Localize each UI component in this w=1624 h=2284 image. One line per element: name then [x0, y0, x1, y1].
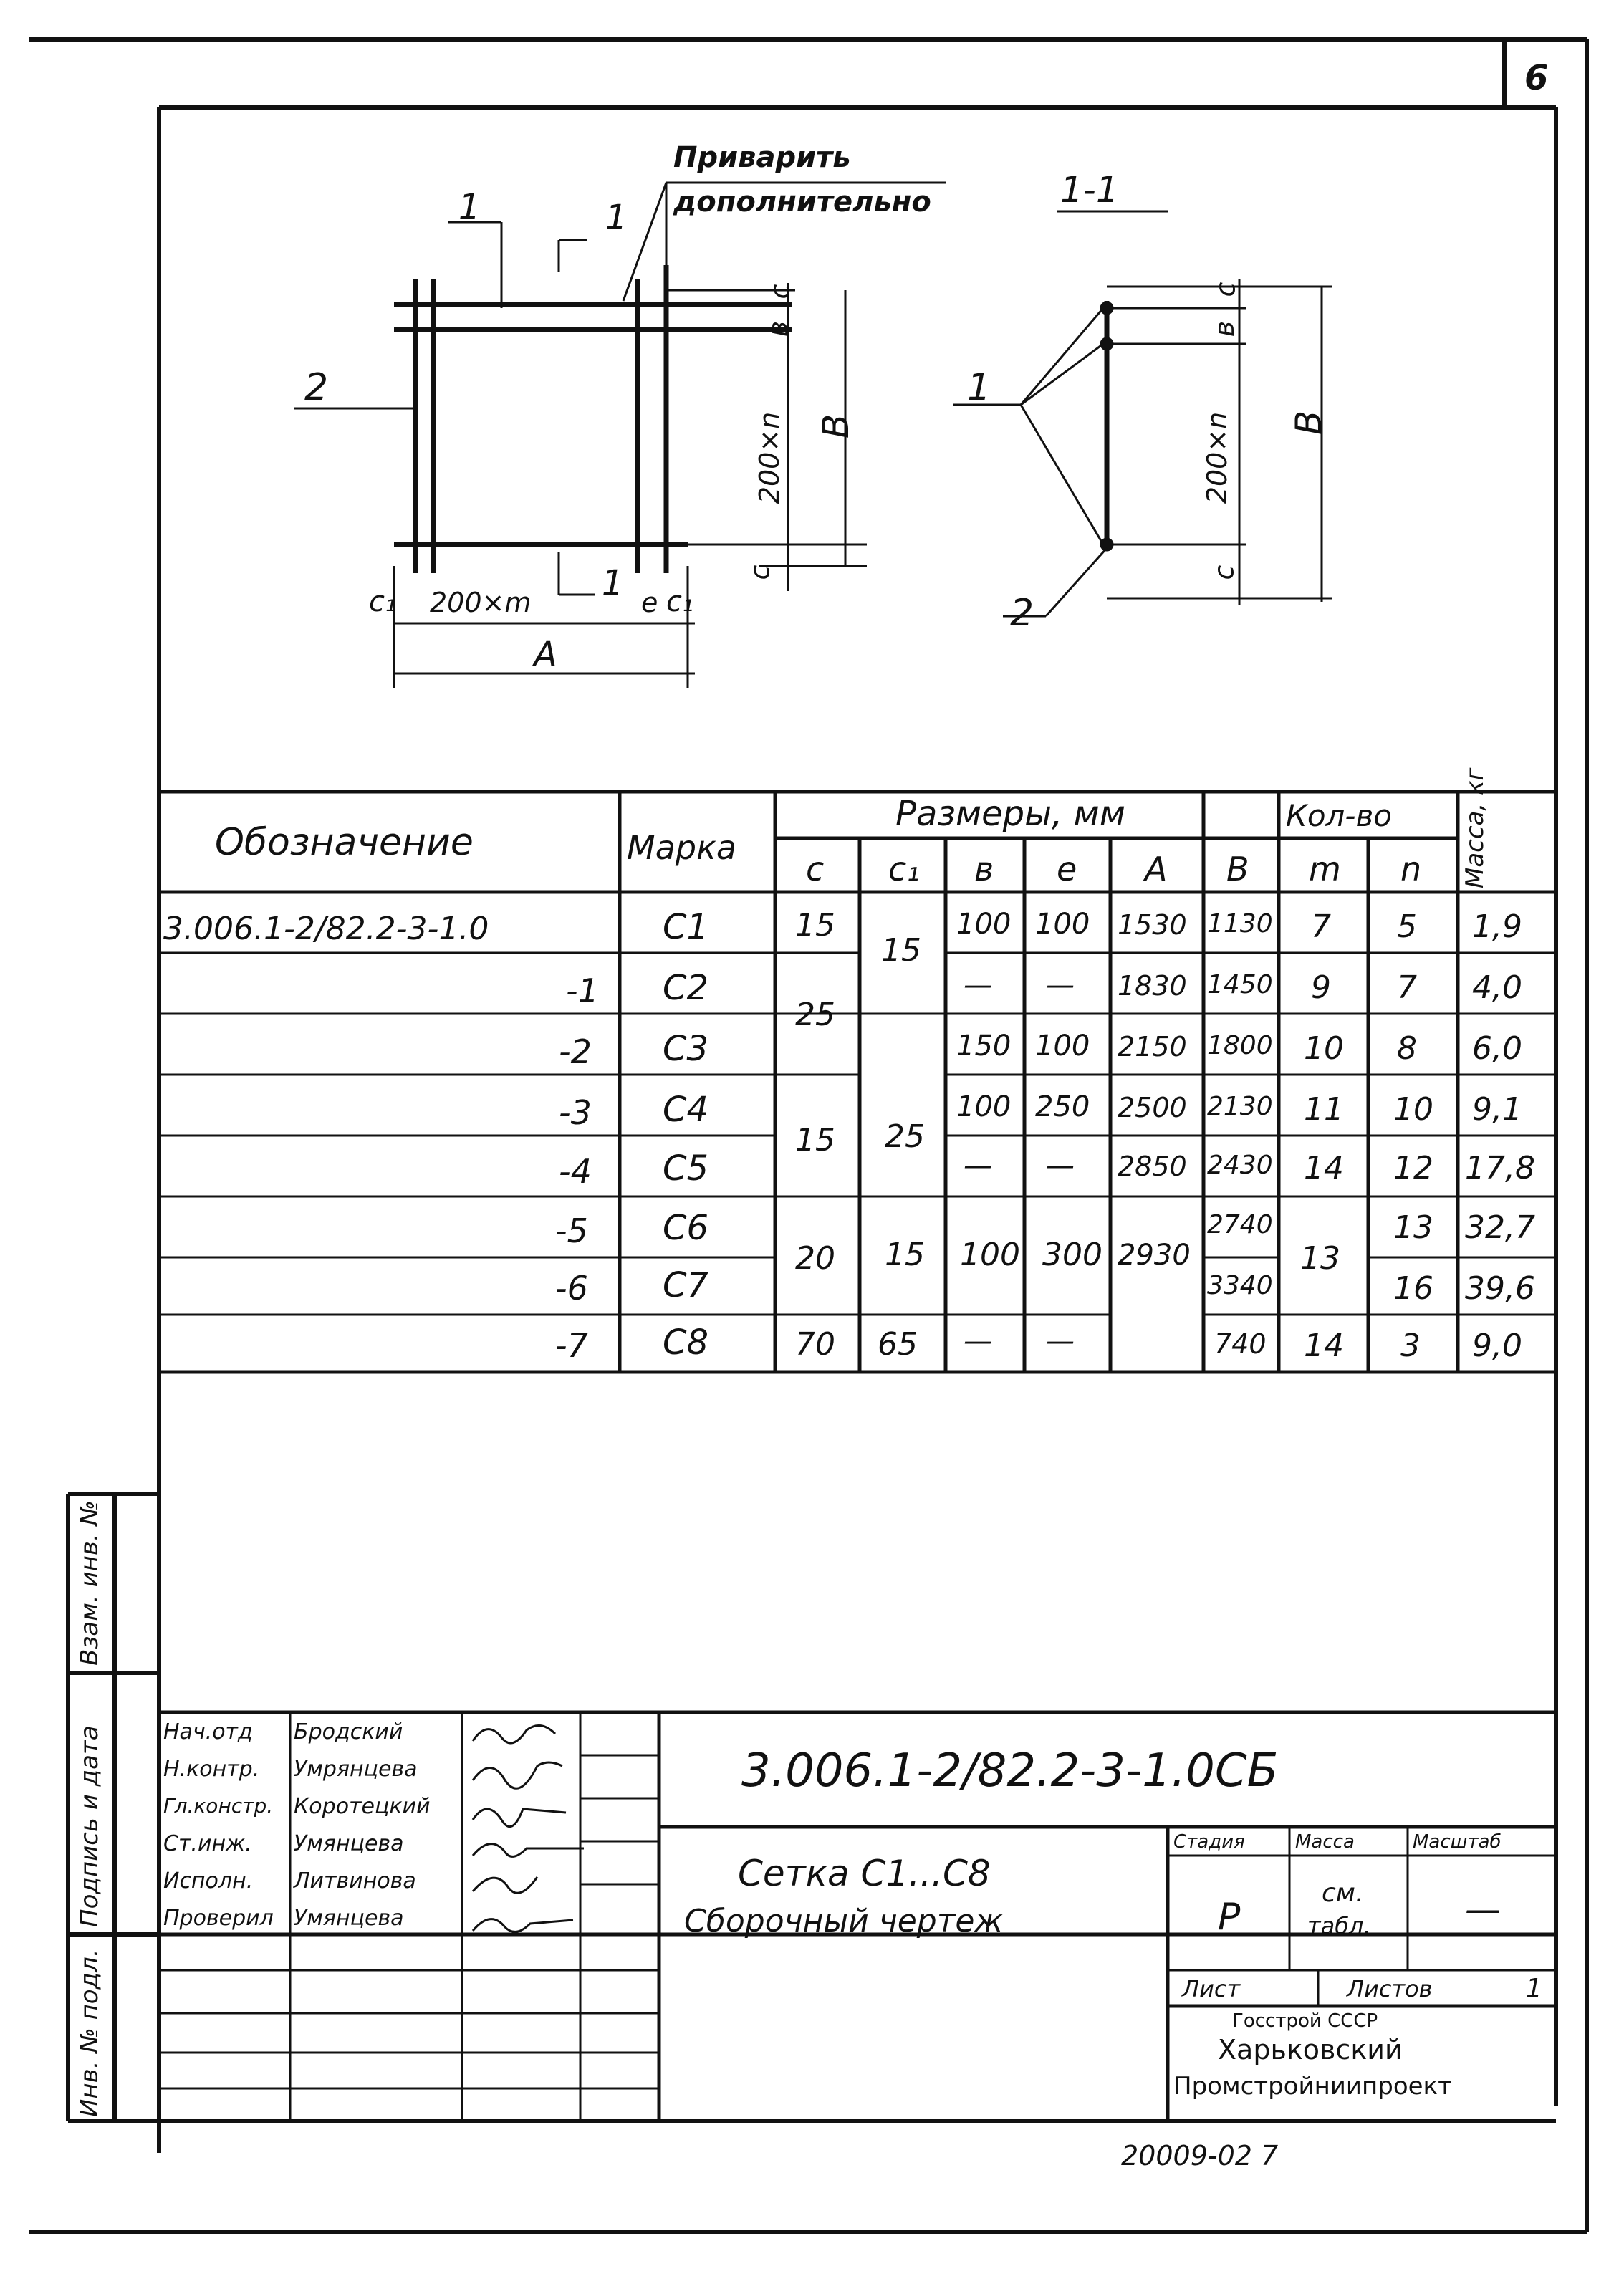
row-designation: -6 [555, 1269, 588, 1307]
dim-c1-left: c₁ [369, 585, 397, 618]
sub-header-A: A [1145, 850, 1168, 888]
row-e: 100 [1035, 1030, 1090, 1062]
row-m: 13 [1300, 1240, 1340, 1277]
sheets-value: 1 [1526, 1974, 1542, 2003]
role: Гл.констр. [163, 1794, 274, 1818]
row-mass: 32,7 [1465, 1209, 1535, 1246]
dim-200m: 200×m [430, 587, 532, 618]
row-c: 15 [795, 1122, 835, 1158]
section-dim-c-bottom: c [1208, 565, 1240, 580]
role: Исполн. [163, 1868, 254, 1894]
row-n: 8 [1397, 1030, 1417, 1067]
row-c: 15 [795, 907, 835, 944]
row-v: — [964, 1325, 992, 1358]
mass-value-line1: см. [1322, 1878, 1364, 1908]
header-mark: Марка [627, 828, 737, 867]
name: Умянцева [294, 1831, 404, 1856]
sub-header-v: в [974, 850, 994, 888]
row-A: 2500 [1118, 1092, 1187, 1123]
row-e: — [1046, 969, 1075, 1002]
row-v: 100 [956, 1090, 1012, 1123]
side-inv-orig: Инв. № подл. [75, 1949, 104, 2117]
cut-mark-bottom: 1 [602, 563, 624, 603]
row-mass: 39,6 [1465, 1270, 1535, 1307]
row-mark: C2 [663, 968, 709, 1008]
row-v: 100 [960, 1237, 1020, 1273]
row-mark: C3 [663, 1029, 709, 1069]
sub-header-n: n [1400, 850, 1422, 888]
stage-label: Стадия [1173, 1831, 1245, 1853]
row-c: 70 [795, 1326, 835, 1363]
role: Нач.отд [163, 1719, 253, 1745]
row-designation: -2 [559, 1032, 592, 1071]
row-B: 2430 [1207, 1151, 1273, 1180]
row-mass: 1,9 [1472, 908, 1522, 945]
row-c1: 65 [878, 1326, 918, 1363]
row-B: 1450 [1207, 970, 1273, 999]
section-dim-c-top: c [1209, 282, 1241, 297]
row-A: 1530 [1118, 909, 1187, 941]
row-B: 1800 [1207, 1031, 1273, 1060]
row-B: 740 [1214, 1328, 1267, 1360]
header-mass: Масса, кг [1461, 767, 1489, 888]
header-qty: Кол-во [1286, 798, 1392, 833]
weld-note-line2: дополнительно [673, 186, 931, 219]
footer-code: 20009-02 7 [1121, 2140, 1279, 2172]
row-mass: 9,1 [1472, 1091, 1522, 1128]
row-m: 7 [1311, 908, 1331, 945]
section-dim-v: в [1209, 320, 1241, 337]
org-line2: Харьковский [1218, 2034, 1403, 2065]
row-c1: 15 [881, 932, 921, 969]
row-n: 16 [1393, 1270, 1433, 1307]
row-mark: C4 [663, 1090, 709, 1130]
sub-header-e: e [1057, 850, 1077, 888]
dim-200n: 200×n [754, 411, 786, 504]
section-dim-B: B [1288, 410, 1330, 436]
row-n: 10 [1393, 1091, 1433, 1128]
sub-header-c1: c₁ [888, 850, 920, 888]
row-e: — [1046, 1149, 1075, 1182]
row-m: 14 [1304, 1328, 1344, 1364]
org-line1: Госстрой СССР [1232, 2010, 1378, 2032]
row-mass: 9,0 [1472, 1328, 1522, 1364]
org-line3: Промстройниипроект [1173, 2072, 1452, 2101]
row-v: 150 [956, 1030, 1012, 1062]
row-A: 2150 [1118, 1031, 1187, 1062]
name: Литвинова [294, 1868, 416, 1894]
scale-value: — [1465, 1889, 1501, 1930]
mass-value-line2: табл. [1307, 1912, 1371, 1939]
dim-v: в [762, 320, 794, 337]
row-mark: C1 [663, 907, 709, 947]
row-mass: 6,0 [1472, 1030, 1522, 1067]
row-A: 2930 [1118, 1239, 1191, 1272]
cut-mark-left: 1 [458, 187, 481, 227]
row-m: 10 [1304, 1030, 1344, 1067]
role: Н.контр. [163, 1757, 260, 1782]
role: Проверил [163, 1906, 274, 1931]
name: Умрянцева [294, 1757, 418, 1782]
section-pos-2: 2 [1010, 592, 1034, 635]
row-m: 9 [1311, 969, 1331, 1006]
role: Ст.инж. [163, 1831, 252, 1856]
sub-header-B: B [1226, 850, 1249, 888]
row-designation: -4 [559, 1152, 592, 1191]
row-designation: -5 [555, 1211, 588, 1250]
row-v: — [964, 969, 992, 1002]
row-designation: 3.006.1-2/82.2-3-1.0 [163, 911, 489, 947]
side-sign-date: Подпись и дата [75, 1725, 104, 1927]
row-e: 300 [1042, 1237, 1102, 1273]
title-line2: Сборочный чертеж [684, 1903, 1004, 1939]
section-title: 1-1 [1060, 169, 1119, 211]
row-v: — [964, 1149, 992, 1182]
title-line1: Сетка С1...С8 [738, 1853, 991, 1894]
row-mark: C6 [663, 1208, 709, 1248]
row-n: 7 [1397, 969, 1417, 1006]
row-n: 13 [1393, 1209, 1433, 1246]
name: Бродский [294, 1719, 403, 1745]
side-vzam-inv: Взам. инв. № [75, 1500, 104, 1666]
row-designation: -7 [555, 1326, 588, 1365]
row-B: 3340 [1207, 1271, 1273, 1300]
row-c1: 15 [885, 1237, 925, 1273]
sheet-number: 6 [1524, 58, 1549, 98]
sub-header-m: m [1309, 850, 1341, 888]
dim-e: e [641, 587, 658, 618]
row-mass: 4,0 [1472, 969, 1522, 1006]
row-mark: C5 [663, 1148, 709, 1189]
row-designation: -3 [559, 1093, 592, 1132]
row-B: 1130 [1207, 909, 1273, 939]
sub-header-c: c [806, 850, 825, 888]
name: Коротецкий [294, 1794, 431, 1819]
weld-note-line1: Приварить [673, 141, 851, 174]
section-dim-200n: 200×n [1201, 411, 1234, 504]
dim-A: A [534, 635, 557, 675]
section-pos-1: 1 [967, 366, 991, 409]
row-m: 14 [1304, 1150, 1344, 1186]
row-m: 11 [1304, 1091, 1344, 1128]
row-c1: 25 [885, 1118, 925, 1155]
scale-label: Масштаб [1413, 1831, 1502, 1853]
row-c: 20 [795, 1240, 835, 1277]
mass-label: Масса [1295, 1831, 1355, 1853]
dim-c1-right: c₁ [666, 585, 694, 618]
sheet-label: Лист [1182, 1975, 1241, 2002]
row-e: 100 [1035, 908, 1090, 941]
row-designation: -1 [566, 971, 599, 1010]
dim-B: B [815, 413, 857, 439]
dim-c-top: c [764, 284, 796, 299]
sheets-label: Листов [1347, 1975, 1433, 2002]
row-n: 12 [1393, 1150, 1433, 1186]
row-B: 2740 [1207, 1210, 1273, 1239]
row-mark: C8 [663, 1323, 709, 1363]
row-mark: C7 [663, 1265, 709, 1305]
row-n: 5 [1397, 908, 1417, 945]
row-e: — [1046, 1325, 1075, 1358]
stage-value: Р [1218, 1896, 1241, 1939]
position-2-label: 2 [304, 366, 329, 409]
row-B: 2130 [1207, 1092, 1273, 1121]
row-A: 1830 [1118, 970, 1187, 1002]
name: Умянцева [294, 1906, 404, 1931]
header-sizes: Размеры, мм [895, 794, 1125, 834]
row-A: 2850 [1118, 1151, 1187, 1182]
row-v: 100 [956, 908, 1012, 941]
header-designation: Обозначение [215, 821, 474, 864]
document-code: 3.006.1-2/82.2-3-1.0СБ [741, 1745, 1279, 1798]
row-e: 250 [1035, 1090, 1090, 1123]
row-n: 3 [1400, 1328, 1421, 1364]
row-c: 25 [795, 997, 835, 1033]
dim-c-bottom: c [744, 565, 776, 580]
row-mass: 17,8 [1465, 1150, 1535, 1186]
cut-mark-top: 1 [605, 198, 628, 238]
